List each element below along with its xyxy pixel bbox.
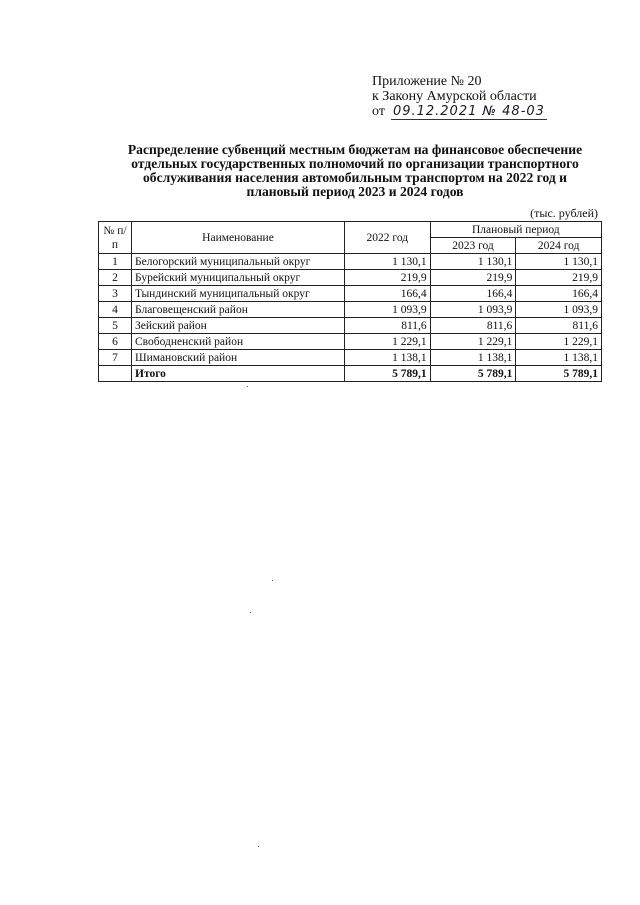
total-num xyxy=(99,366,132,382)
row-2022: 1 138,1 xyxy=(345,350,431,366)
header-num: № п/п xyxy=(99,222,132,254)
row-2022: 1 229,1 xyxy=(345,334,431,350)
row-2024: 1 229,1 xyxy=(516,334,602,350)
row-2024: 1 138,1 xyxy=(516,350,602,366)
row-2023: 166,4 xyxy=(430,286,516,302)
row-num: 6 xyxy=(99,334,132,350)
header-2022: 2022 год xyxy=(345,222,431,254)
row-num: 2 xyxy=(99,270,132,286)
row-name: Тындинский муниципальный округ xyxy=(132,286,345,302)
total-label: Итого xyxy=(132,366,345,382)
row-2023: 811,6 xyxy=(430,318,516,334)
row-2022: 1 093,9 xyxy=(345,302,431,318)
appendix-law: к Закону Амурской области xyxy=(372,89,537,104)
scan-speck xyxy=(247,386,248,387)
total-2024: 5 789,1 xyxy=(516,366,602,382)
row-num: 3 xyxy=(99,286,132,302)
row-num: 7 xyxy=(99,350,132,366)
header-planned-period: Плановый период xyxy=(430,222,601,238)
row-2023: 1 229,1 xyxy=(430,334,516,350)
scan-speck xyxy=(272,580,273,581)
row-name: Зейский район xyxy=(132,318,345,334)
row-num: 1 xyxy=(99,254,132,270)
row-2022: 166,4 xyxy=(345,286,431,302)
appendix-date-prefix: от xyxy=(372,104,385,119)
row-2022: 219,9 xyxy=(345,270,431,286)
appendix-header xyxy=(372,74,547,120)
header-name: Наименование xyxy=(132,222,345,254)
table-row xyxy=(99,302,602,318)
table-row xyxy=(99,286,602,302)
appendix-number: Приложение № 20 xyxy=(372,74,482,89)
header-2023: 2023 год xyxy=(430,238,516,254)
row-num: 4 xyxy=(99,302,132,318)
total-2022: 5 789,1 xyxy=(345,366,431,382)
row-2023: 1 130,1 xyxy=(430,254,516,270)
row-2024: 811,6 xyxy=(516,318,602,334)
units-label: (тыс. рублей) xyxy=(530,206,598,220)
scan-speck xyxy=(250,612,251,613)
document-title: Распределение субвенций местным бюджетам на финансовое обеспечение отдельных государственных полномочий по организации транспортного обслуживания населения автомобильным транспортом на 2022 год и плановый период 2023 и 2024 годов xyxy=(127,142,583,199)
table-header-row xyxy=(99,222,602,238)
row-name: Белогорский муниципальный округ xyxy=(132,254,345,270)
row-2024: 1 130,1 xyxy=(516,254,602,270)
table-row xyxy=(99,334,602,350)
row-num: 5 xyxy=(99,318,132,334)
row-2023: 1 138,1 xyxy=(430,350,516,366)
scan-speck xyxy=(258,846,259,847)
row-2022: 811,6 xyxy=(345,318,431,334)
total-2023: 5 789,1 xyxy=(430,366,516,382)
row-2022: 1 130,1 xyxy=(345,254,431,270)
table-row xyxy=(99,254,602,270)
table-total-row xyxy=(99,366,602,382)
row-name: Свободненский район xyxy=(132,334,345,350)
row-2023: 1 093,9 xyxy=(430,302,516,318)
row-name: Шимановский район xyxy=(132,350,345,366)
handwritten-date-number: 09.12.2021 № 48-03 xyxy=(392,104,545,119)
row-name: Бурейский муниципальный округ xyxy=(132,270,345,286)
row-2024: 219,9 xyxy=(516,270,602,286)
appendix-date-line xyxy=(372,104,547,120)
row-2024: 166,4 xyxy=(516,286,602,302)
table-row xyxy=(99,318,602,334)
row-2023: 219,9 xyxy=(430,270,516,286)
table-row xyxy=(99,270,602,286)
row-name: Благовещенский район xyxy=(132,302,345,318)
subvention-table xyxy=(98,221,602,382)
row-2024: 1 093,9 xyxy=(516,302,602,318)
header-2024: 2024 год xyxy=(516,238,602,254)
table-row xyxy=(99,350,602,366)
